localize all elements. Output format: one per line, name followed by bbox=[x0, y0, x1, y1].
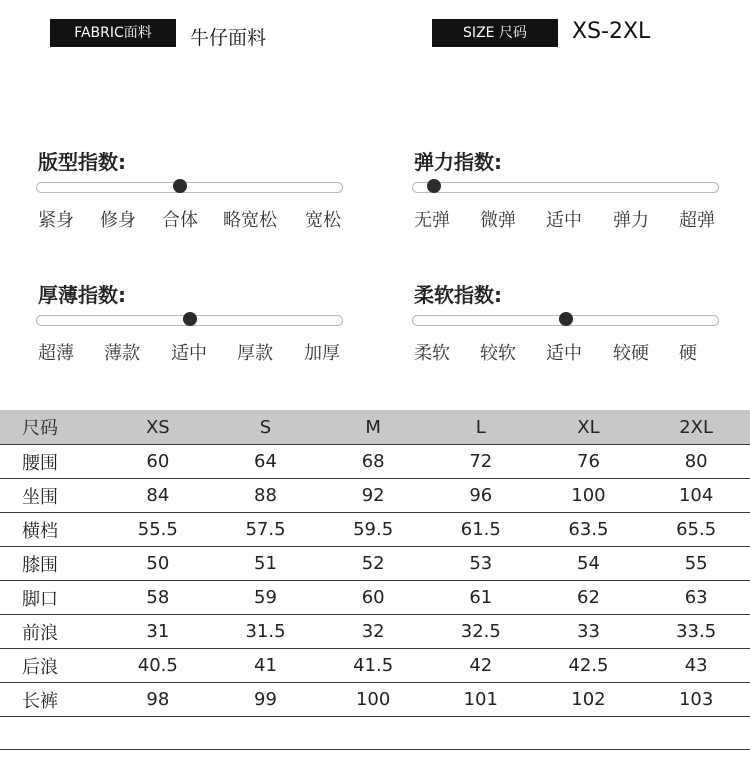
row-label: 坐围 bbox=[0, 479, 104, 513]
softness-index-track bbox=[412, 315, 719, 326]
table-cell: 68 bbox=[319, 445, 427, 479]
stretch-level-1: 无弹 bbox=[414, 210, 450, 231]
table-cell: 43 bbox=[642, 649, 750, 683]
table-cell: 61 bbox=[427, 581, 535, 615]
row-label: 膝围 bbox=[0, 547, 104, 581]
table-row bbox=[0, 479, 750, 513]
table-cell: 40.5 bbox=[104, 649, 212, 683]
softness-index-knob bbox=[559, 312, 573, 326]
stretch-level-2: 微弹 bbox=[480, 210, 516, 231]
row-label: 前浪 bbox=[0, 615, 104, 649]
stretch-level-5: 超弹 bbox=[679, 210, 715, 231]
table-cell: 55.5 bbox=[104, 513, 212, 547]
table-cell: 104 bbox=[642, 479, 750, 513]
fit-level-3: 合体 bbox=[162, 210, 198, 231]
table-cell: 100 bbox=[319, 683, 427, 717]
table-cell: 72 bbox=[427, 445, 535, 479]
table-cell: 64 bbox=[212, 445, 320, 479]
size-header-xl: XL bbox=[535, 410, 643, 445]
size-range: XS-2XL bbox=[572, 19, 651, 44]
table-cell: 41.5 bbox=[319, 649, 427, 683]
stretch-level-3: 适中 bbox=[546, 210, 582, 231]
table-cell: 41 bbox=[212, 649, 320, 683]
table-cell: 98 bbox=[104, 683, 212, 717]
table-cell: 84 bbox=[104, 479, 212, 513]
stretch-index-track bbox=[412, 182, 719, 193]
table-cell: 32.5 bbox=[427, 615, 535, 649]
table-cell: 101 bbox=[427, 683, 535, 717]
size-header-2xl: 2XL bbox=[642, 410, 750, 445]
size-header-row bbox=[0, 410, 750, 445]
thickness-level-5: 加厚 bbox=[304, 343, 340, 364]
table-cell: 100 bbox=[535, 479, 643, 513]
table-row bbox=[0, 683, 750, 717]
table-cell: 80 bbox=[642, 445, 750, 479]
table-cell: 60 bbox=[104, 445, 212, 479]
table-cell: 63 bbox=[642, 581, 750, 615]
table-cell: 54 bbox=[535, 547, 643, 581]
table-cell: 96 bbox=[427, 479, 535, 513]
row-label: 长裤 bbox=[0, 683, 104, 717]
table-cell: 55 bbox=[642, 547, 750, 581]
thickness-level-3: 适中 bbox=[171, 343, 207, 364]
thickness-level-2: 薄款 bbox=[104, 343, 140, 364]
size-header-m: M bbox=[319, 410, 427, 445]
table-row bbox=[0, 513, 750, 547]
table-cell: 103 bbox=[642, 683, 750, 717]
fit-level-4: 略宽松 bbox=[223, 210, 277, 231]
table-cell: 60 bbox=[319, 581, 427, 615]
table-bottom-rule bbox=[0, 749, 750, 750]
thickness-level-4: 厚款 bbox=[237, 343, 273, 364]
table-cell: 58 bbox=[104, 581, 212, 615]
thickness-index-title: 厚薄指数: bbox=[38, 283, 126, 307]
row-label: 腰围 bbox=[0, 445, 104, 479]
table-cell: 33 bbox=[535, 615, 643, 649]
table-cell: 50 bbox=[104, 547, 212, 581]
row-label: 后浪 bbox=[0, 649, 104, 683]
fit-index-title: 版型指数: bbox=[38, 150, 126, 174]
table-cell: 59.5 bbox=[319, 513, 427, 547]
fit-index-knob bbox=[173, 179, 187, 193]
row-label: 脚口 bbox=[0, 581, 104, 615]
table-cell: 99 bbox=[212, 683, 320, 717]
table-cell: 31.5 bbox=[212, 615, 320, 649]
fabric-tag: FABRIC面料 bbox=[50, 19, 176, 47]
table-row bbox=[0, 445, 750, 479]
table-cell: 102 bbox=[535, 683, 643, 717]
table-cell: 63.5 bbox=[535, 513, 643, 547]
size-header-l: L bbox=[427, 410, 535, 445]
table-row bbox=[0, 649, 750, 683]
table-cell: 92 bbox=[319, 479, 427, 513]
softness-level-4: 较硬 bbox=[613, 343, 649, 364]
fit-level-5: 宽松 bbox=[305, 210, 341, 231]
row-label: 横档 bbox=[0, 513, 104, 547]
thickness-level-1: 超薄 bbox=[38, 343, 74, 364]
table-cell: 31 bbox=[104, 615, 212, 649]
fit-level-2: 修身 bbox=[100, 210, 136, 231]
fit-level-1: 紧身 bbox=[38, 210, 74, 231]
table-cell: 52 bbox=[319, 547, 427, 581]
size-header-xs: XS bbox=[104, 410, 212, 445]
table-cell: 76 bbox=[535, 445, 643, 479]
fabric-value: 牛仔面料 bbox=[190, 27, 267, 49]
stretch-index-title: 弹力指数: bbox=[414, 150, 502, 174]
table-cell: 51 bbox=[212, 547, 320, 581]
softness-level-2: 较软 bbox=[480, 343, 516, 364]
size-tag: SIZE 尺码 bbox=[432, 19, 558, 47]
table-cell: 33.5 bbox=[642, 615, 750, 649]
softness-index-title: 柔软指数: bbox=[414, 283, 502, 307]
table-row bbox=[0, 547, 750, 581]
table-cell: 61.5 bbox=[427, 513, 535, 547]
table-row bbox=[0, 615, 750, 649]
thickness-index-knob bbox=[183, 312, 197, 326]
table-row bbox=[0, 581, 750, 615]
stretch-index-knob bbox=[427, 179, 441, 193]
table-cell: 42.5 bbox=[535, 649, 643, 683]
size-header-s: S bbox=[212, 410, 320, 445]
table-cell: 57.5 bbox=[212, 513, 320, 547]
table-cell: 42 bbox=[427, 649, 535, 683]
softness-level-3: 适中 bbox=[546, 343, 582, 364]
stretch-level-4: 弹力 bbox=[613, 210, 649, 231]
table-cell: 59 bbox=[212, 581, 320, 615]
table-cell: 32 bbox=[319, 615, 427, 649]
softness-level-1: 柔软 bbox=[414, 343, 450, 364]
size-chart-table bbox=[0, 410, 750, 717]
fit-index-track bbox=[36, 182, 343, 193]
table-cell: 53 bbox=[427, 547, 535, 581]
table-cell: 62 bbox=[535, 581, 643, 615]
table-cell: 88 bbox=[212, 479, 320, 513]
softness-level-5: 硬 bbox=[679, 343, 697, 364]
size-header-label: 尺码 bbox=[0, 410, 104, 445]
table-cell: 65.5 bbox=[642, 513, 750, 547]
thickness-index-track bbox=[36, 315, 343, 326]
